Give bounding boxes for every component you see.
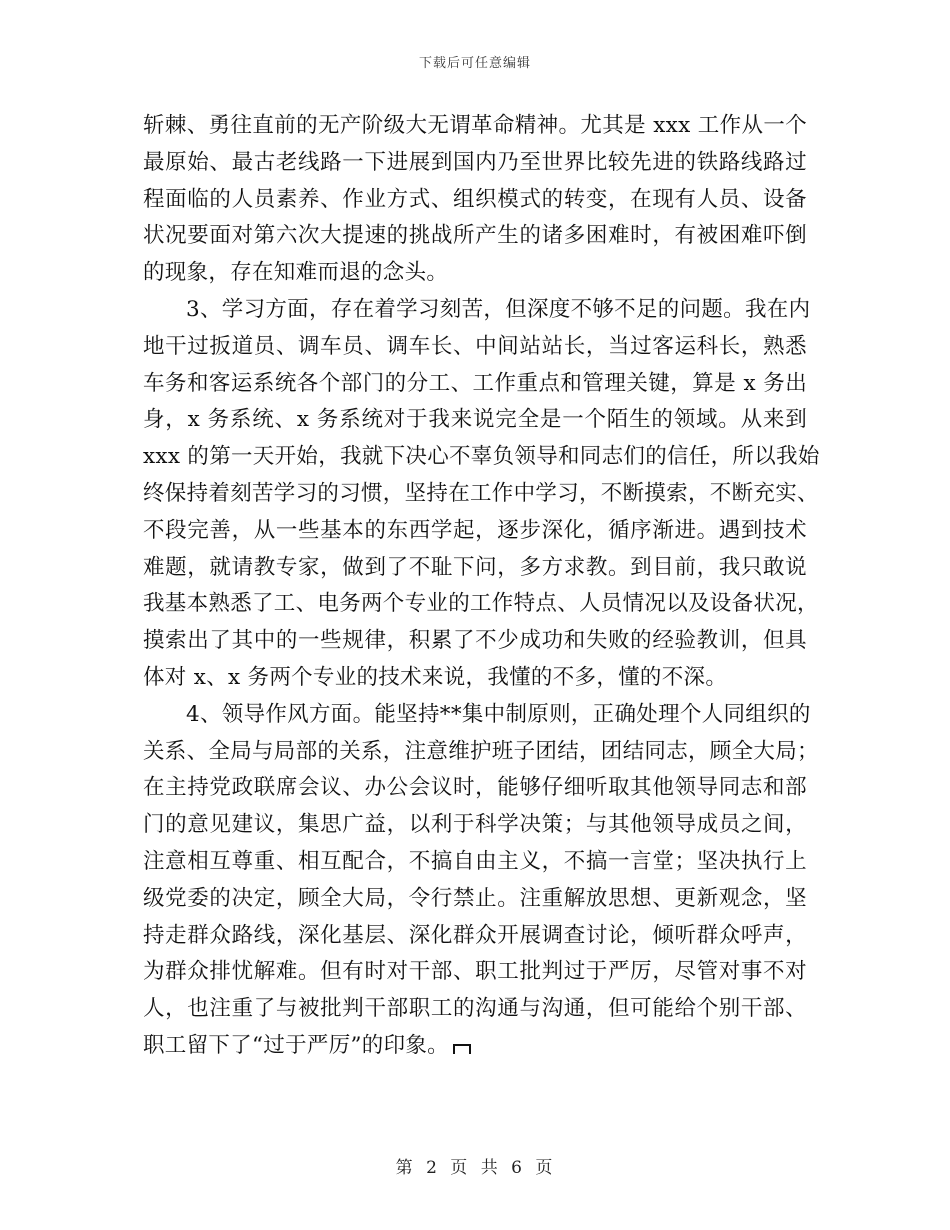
text-line-final (143, 1028, 807, 1065)
text-line: 人，也注重了与被批判干部职工的沟通与沟通，但可能给个别干部、 (143, 996, 807, 1022)
text-line: 体对 x、x 务两个专业的技术来说，我懂的不多，懂的不深。 (143, 664, 728, 690)
text-line: 车务和客运系统各个部门的分工、工作重点和管理关键，算是 x 务出 (143, 370, 807, 396)
text-line: 注意相互尊重、相互配合，不搞自由主义，不搞一言堂；坚决执行上 (143, 848, 807, 874)
text-line: 身，x 务系统、x 务系统对于我来说完全是一个陌生的领域。从来到 (143, 407, 807, 433)
text-line: 地干过扳道员、调车员、调车长、中间站站长，当过客运科长，熟悉 (143, 333, 807, 359)
text-line: 在主持党政联席会议、办公会议时，能够仔细听取其他领导同志和部 (143, 775, 807, 801)
page-number-footer: 第 2 页 共 6 页 (395, 1158, 555, 1178)
text-line: 持走群众路线，深化基层、深化群众开展调查讨论，倾听群众呼声， (143, 922, 807, 948)
text-line: 程面临的人员素养、作业方式、组织模式的转变，在现有人员、设备 (143, 186, 807, 212)
document-body (143, 108, 820, 1065)
text-line: 为群众排忧解难。但有时对干部、职工批判过于严厉，尽管对事不对 (143, 959, 807, 985)
text-line: 终保持着刻苦学习的习惯，坚持在工作中学习，不断摸索，不断充实、 (143, 480, 819, 506)
text-line: 3、学习方面，存在着学习刻苦，但深度不够不足的问题。我在内 (186, 296, 811, 322)
text-line: 我基本熟悉了工、电务两个专业的工作特点、人员情况以及设备状况， (143, 591, 819, 617)
text-line: 摸索出了其中的一些规律，积累了不少成功和失败的经验教训，但具 (143, 628, 807, 654)
text-line: 门的意见建议，集思广益，以利于科学决策；与其他领导成员之间， (143, 812, 807, 838)
text-line: 不段完善，从一些基本的东西学起，逐步深化，循序渐进。遇到技术 (143, 517, 807, 543)
text-line: 关系、全局与局部的关系，注意维护班子团结，团结同志，顾全大局； (143, 738, 819, 764)
text-line: 的现象，存在知难而退的念头。 (143, 260, 449, 286)
text-line: xxx 的第一天开始，我就下决心不辜负领导和同志们的信任，所以我始 (143, 444, 820, 470)
text-line: 难题，就请教专家，做到了不耻下问，多方求教。到目前，我只敢说 (143, 554, 807, 580)
text-line: 级党委的决定，顾全大局，令行禁止。注重解放思想、更新观念，坚 (143, 885, 807, 911)
text-line: 4、领导作风方面。能坚持**集中制原则，正确处理个人同组织的 (186, 701, 811, 727)
text-line: 状况要面对第六次大提速的挑战所产生的诸多困难时，有被困难吓倒 (143, 223, 807, 249)
text-line: 斩棘、勇往直前的无产阶级大无谓革命精神。尤其是 xxx 工作从一个 (143, 113, 807, 138)
page-header: 下载后可任意编辑 (418, 56, 531, 71)
text-line: 最原始、最古老线路一下进展到国内乃至世界比较先进的铁路线路过 (143, 149, 807, 175)
text-line-final-content: 职工留下了“过于严厉”的印象。 (143, 1032, 449, 1058)
paragraph-end-mark-icon (453, 1044, 471, 1054)
